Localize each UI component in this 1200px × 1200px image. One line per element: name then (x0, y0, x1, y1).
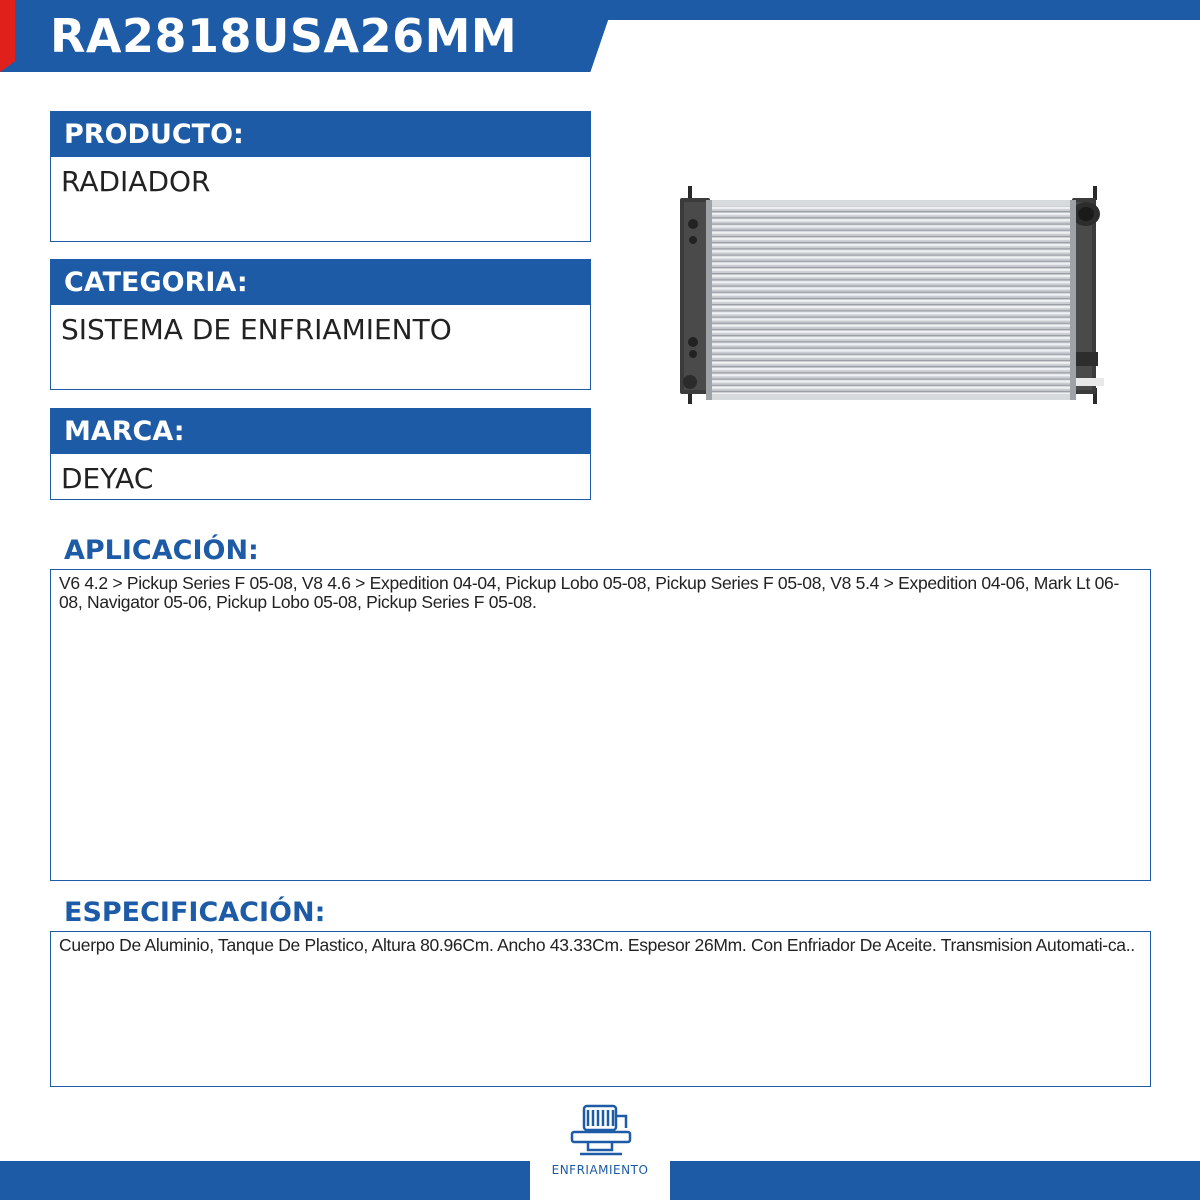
producto-field (50, 111, 591, 242)
categoria-label: CATEGORIA: (64, 267, 248, 298)
categoria-header (51, 260, 590, 305)
especificacion-text: Cuerpo De Aluminio, Tanque De Plastico, Altura 80.96Cm. Ancho 43.33Cm. Espesor 26Mm. Con Enfriador De Aceite. Transmision Automati-ca.. (59, 935, 1135, 955)
categoria-field (50, 259, 591, 390)
aplicacion-text: V6 4.2 > Pickup Series F 05-08, V8 4.6 > Expedition 04-04, Pickup Lobo 05-08, Pickup Series F 05-08, V8 5.4 > Expedition 04-06, Mark Lt 06-08, Navigator 05-06, Pickup Lobo 05-08, Pickup Series F 05-08. (59, 573, 1119, 612)
especificacion-box (50, 931, 1151, 1087)
aplicacion-title: APLICACIÓN: (64, 535, 259, 566)
marca-header (51, 409, 590, 454)
categoria-value: SISTEMA DE ENFRIAMIENTO (61, 313, 452, 346)
radiator-fan-icon (570, 1104, 632, 1158)
marca-field (50, 408, 591, 500)
especificacion-title: ESPECIFICACIÓN: (64, 897, 326, 928)
footer-category-label: ENFRIAMIENTO (551, 1163, 649, 1177)
aplicacion-box (50, 569, 1151, 881)
producto-label: PRODUCTO: (64, 119, 244, 150)
marca-label: MARCA: (64, 416, 185, 447)
red-accent (0, 0, 15, 72)
producto-header (51, 112, 590, 157)
marca-value: DEYAC (61, 462, 154, 495)
radiator-product-image (676, 182, 1110, 408)
part-number-title: RA2818USA26MM (50, 9, 518, 63)
producto-value: RADIADOR (61, 165, 211, 198)
